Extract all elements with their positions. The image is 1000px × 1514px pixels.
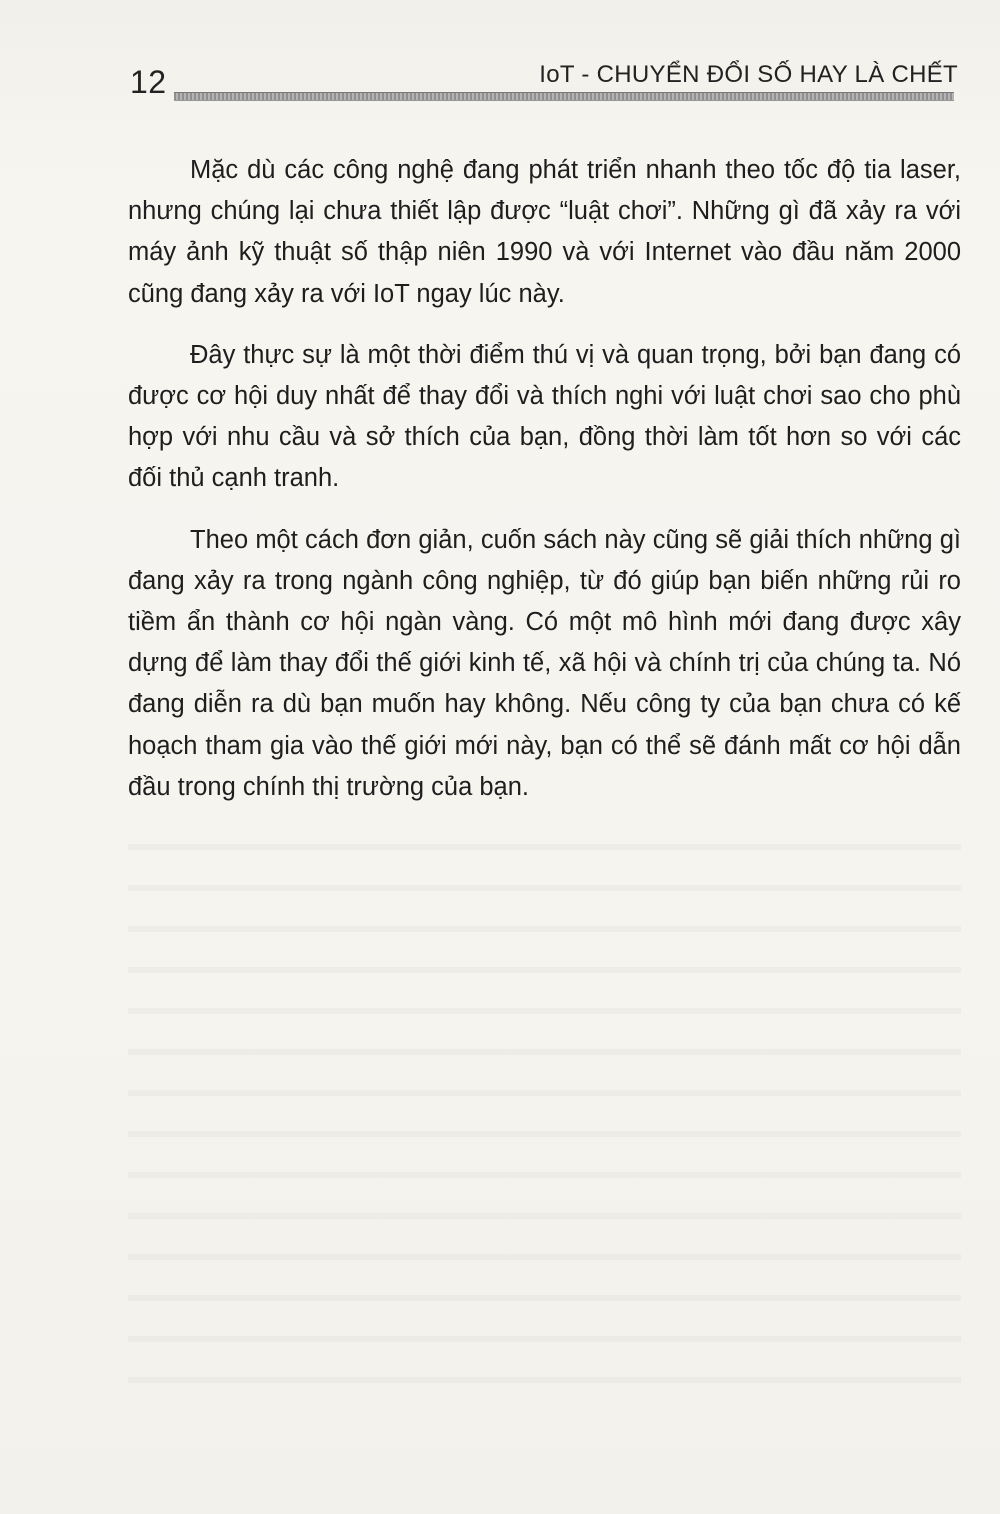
body-text xyxy=(128,150,961,828)
page-number: 12 xyxy=(130,64,167,100)
paragraph: Đây thực sự là một thời điểm thú vị và quan trọng, bởi bạn đang có được cơ hội duy nhất để thay đổi và thích nghi với luật chơi sao cho phù hợp với nhu cầu và sở thích của bạn, đồng thời làm tốt hơn so với các đối thủ cạnh tranh. xyxy=(128,340,961,493)
page-header xyxy=(0,0,1000,120)
header-rule xyxy=(174,92,954,101)
show-through-texture xyxy=(128,820,961,1400)
paragraph: Theo một cách đơn giản, cuốn sách này cũng sẽ giải thích những gì đang xảy ra trong ngành công nghiệp, từ đó giúp bạn biến những rủi ro tiềm ẩn thành cơ hội ngàn vàng. Có một mô hình mới đang được xây dựng để làm thay đổi thế giới kinh tế, xã hội và chính trị của chúng ta. Nó đang diễn ra dù bạn muốn hay không. Nếu công ty của bạn chưa có kế hoạch tham gia vào thế giới mới này, bạn có thể sẽ đánh mất cơ hội dẫn đầu trong chính thị trường của bạn. xyxy=(128,525,961,801)
running-title: IoT - CHUYỂN ĐỔI SỐ HAY LÀ CHẾT xyxy=(539,61,958,88)
paragraph: Mặc dù các công nghệ đang phát triển nhanh theo tốc độ tia laser, nhưng chúng lại chưa thiết lập được “luật chơi”. Những gì đã xảy ra với máy ảnh kỹ thuật số thập niên 1990 và với Internet vào đầu năm 2000 cũng đang xảy ra với IoT ngay lúc này. xyxy=(128,156,961,308)
